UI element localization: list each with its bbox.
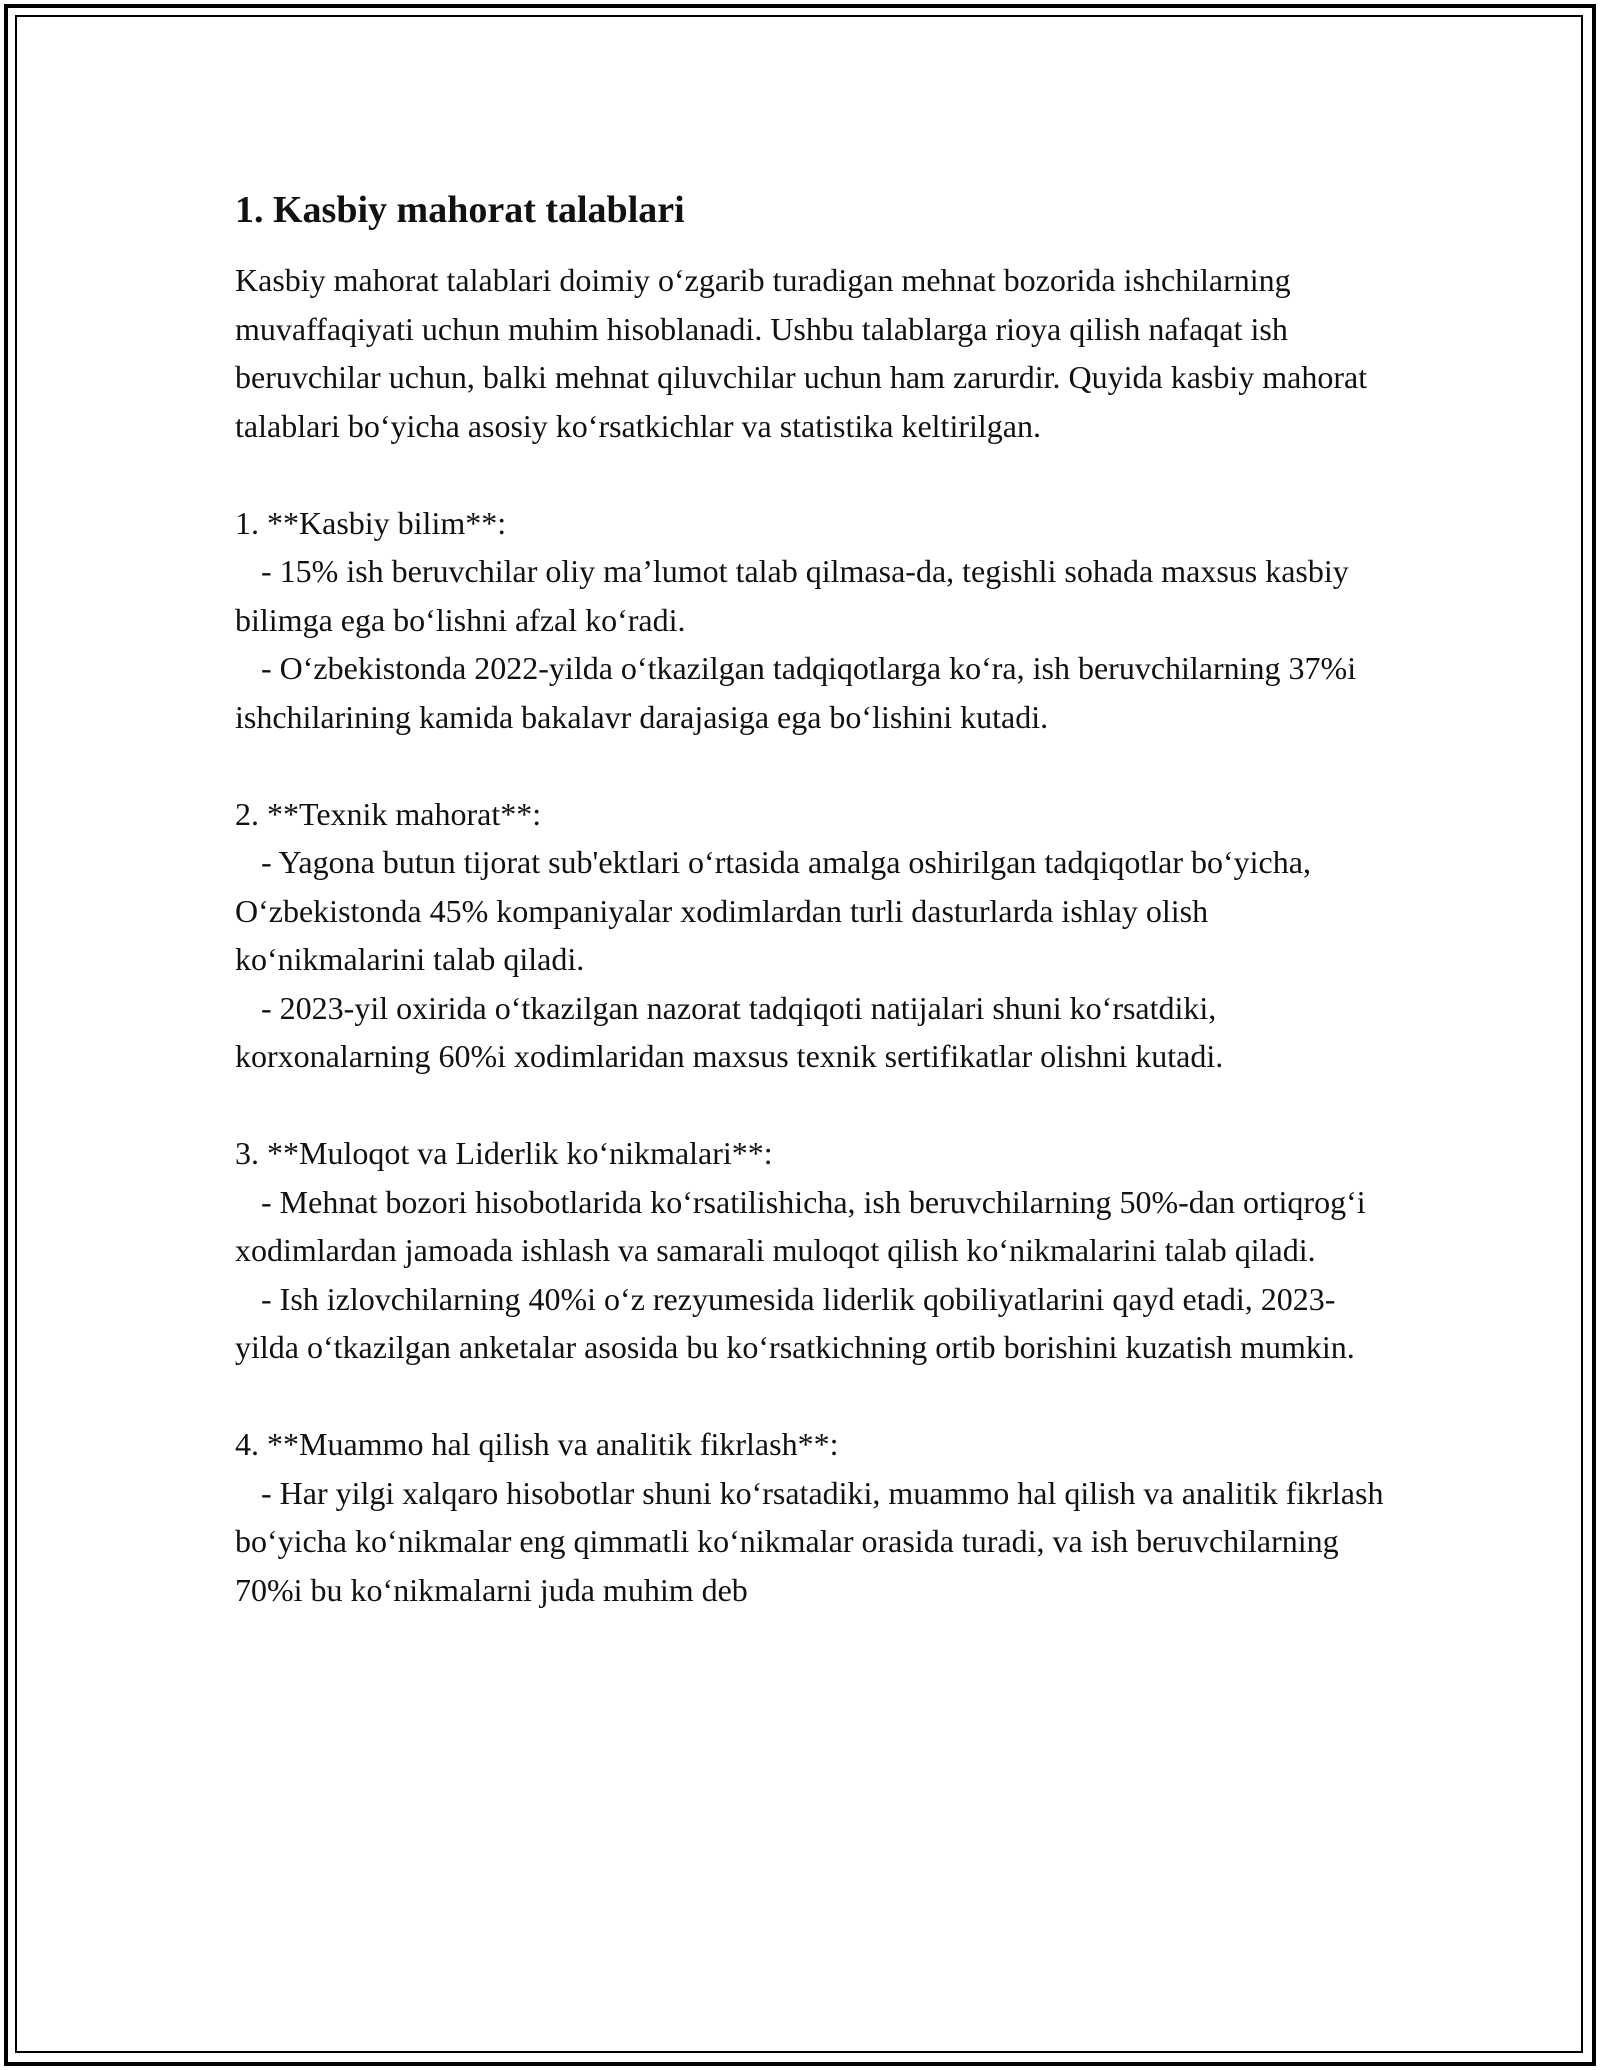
bullet-item: - Har yilgi xalqaro hisobotlar shuni ko‘rsatadiki, muammo hal qilish va analitik fikrlash bo‘yicha ko‘nikmalar eng qimmatli ko‘nikmalar orasida turadi, va ish beruvchilarning 70%i bu ko‘nikmalarni juda muhim deb [235, 1474, 1384, 1608]
document-title: 1. Kasbiy mahorat talablari [235, 189, 685, 231]
bullet-item: - Mehnat bozori hisobotlarida ko‘rsatilishicha, ish beruvchilarning 50%-dan ortiqrog‘i xodimlardan jamoada ishlash va samarali muloqot qilish ko‘nikmalarini talab qiladi. [235, 1183, 1366, 1268]
bullet-item: - O‘zbekistonda 2022-yilda o‘tkazilgan tadqiqotlarga ko‘ra, ish beruvchilarning 37%i ishchilarining kamida bakalavr darajasiga ega bo‘lishini kutadi. [235, 650, 1357, 735]
spacer [235, 741, 1385, 790]
bullet-item: - Yagona butun tijorat sub'ektlari o‘rtasida amalga oshirilgan tadqiqotlar bo‘yicha, O‘zbekistonda 45% kompaniyalar xodimlardan turli dasturlarda ishlay olish ko‘nikmalarini talab qiladi. [235, 844, 1311, 977]
section-heading: 4. **Muammo hal qilish va analitik fikrlash**: [235, 1426, 839, 1462]
document-body [235, 186, 1385, 1614]
spacer [235, 1372, 1385, 1421]
section-muammo-hal-qilish [235, 1420, 1385, 1614]
spacer [235, 450, 1385, 499]
section-heading: 3. **Muloqot va Liderlik ko‘nikmalari**: [235, 1135, 773, 1171]
section-heading: 2. **Texnik mahorat**: [235, 795, 542, 832]
section-heading: 1. **Kasbiy bilim**: [235, 504, 507, 541]
bullet-item: - 15% ish beruvchilar oliy ma’lumot talab qilmasa-da, tegishli sohada maxsus kasbiy bilimga ega bo‘lishni afzal ko‘radi. [235, 553, 1349, 638]
spacer [235, 1081, 1385, 1130]
bullet-item: - 2023-yil oxirida o‘tkazilgan nazorat tadqiqoti natijalari shuni ko‘rsatdiki, korxonalarning 60%i xodimlaridan maxsus texnik sertifikatlar olishni kutadi. [235, 989, 1224, 1074]
intro-paragraph: Kasbiy mahorat talablari doimiy o‘zgarib turadigan mehnat bozorida ishchilarning muvaffaqiyati uchun muhim hisoblanadi. Ushbu talablarga rioya qilish nafaqat ish beruvchilar uchun, balki mehnat qiluvchilar uchun ham zarurdir. Quyida kasbiy mahorat talablari bo‘yicha asosiy ko‘rsatkichlar va statistika keltirilgan. [235, 262, 1368, 444]
bullet-item: - Ish izlovchilarning 40%i o‘z rezyumesida liderlik qobiliyatlarini qayd etadi, 2023-yilda o‘tkazilgan anketalar asosida bu ko‘rsatkichning ortib borishini kuzatish mumkin. [235, 1280, 1355, 1365]
section-texnik-mahorat [235, 790, 1385, 1081]
section-muloqot-liderlik [235, 1129, 1385, 1372]
section-kasbiy-bilim [235, 499, 1385, 742]
